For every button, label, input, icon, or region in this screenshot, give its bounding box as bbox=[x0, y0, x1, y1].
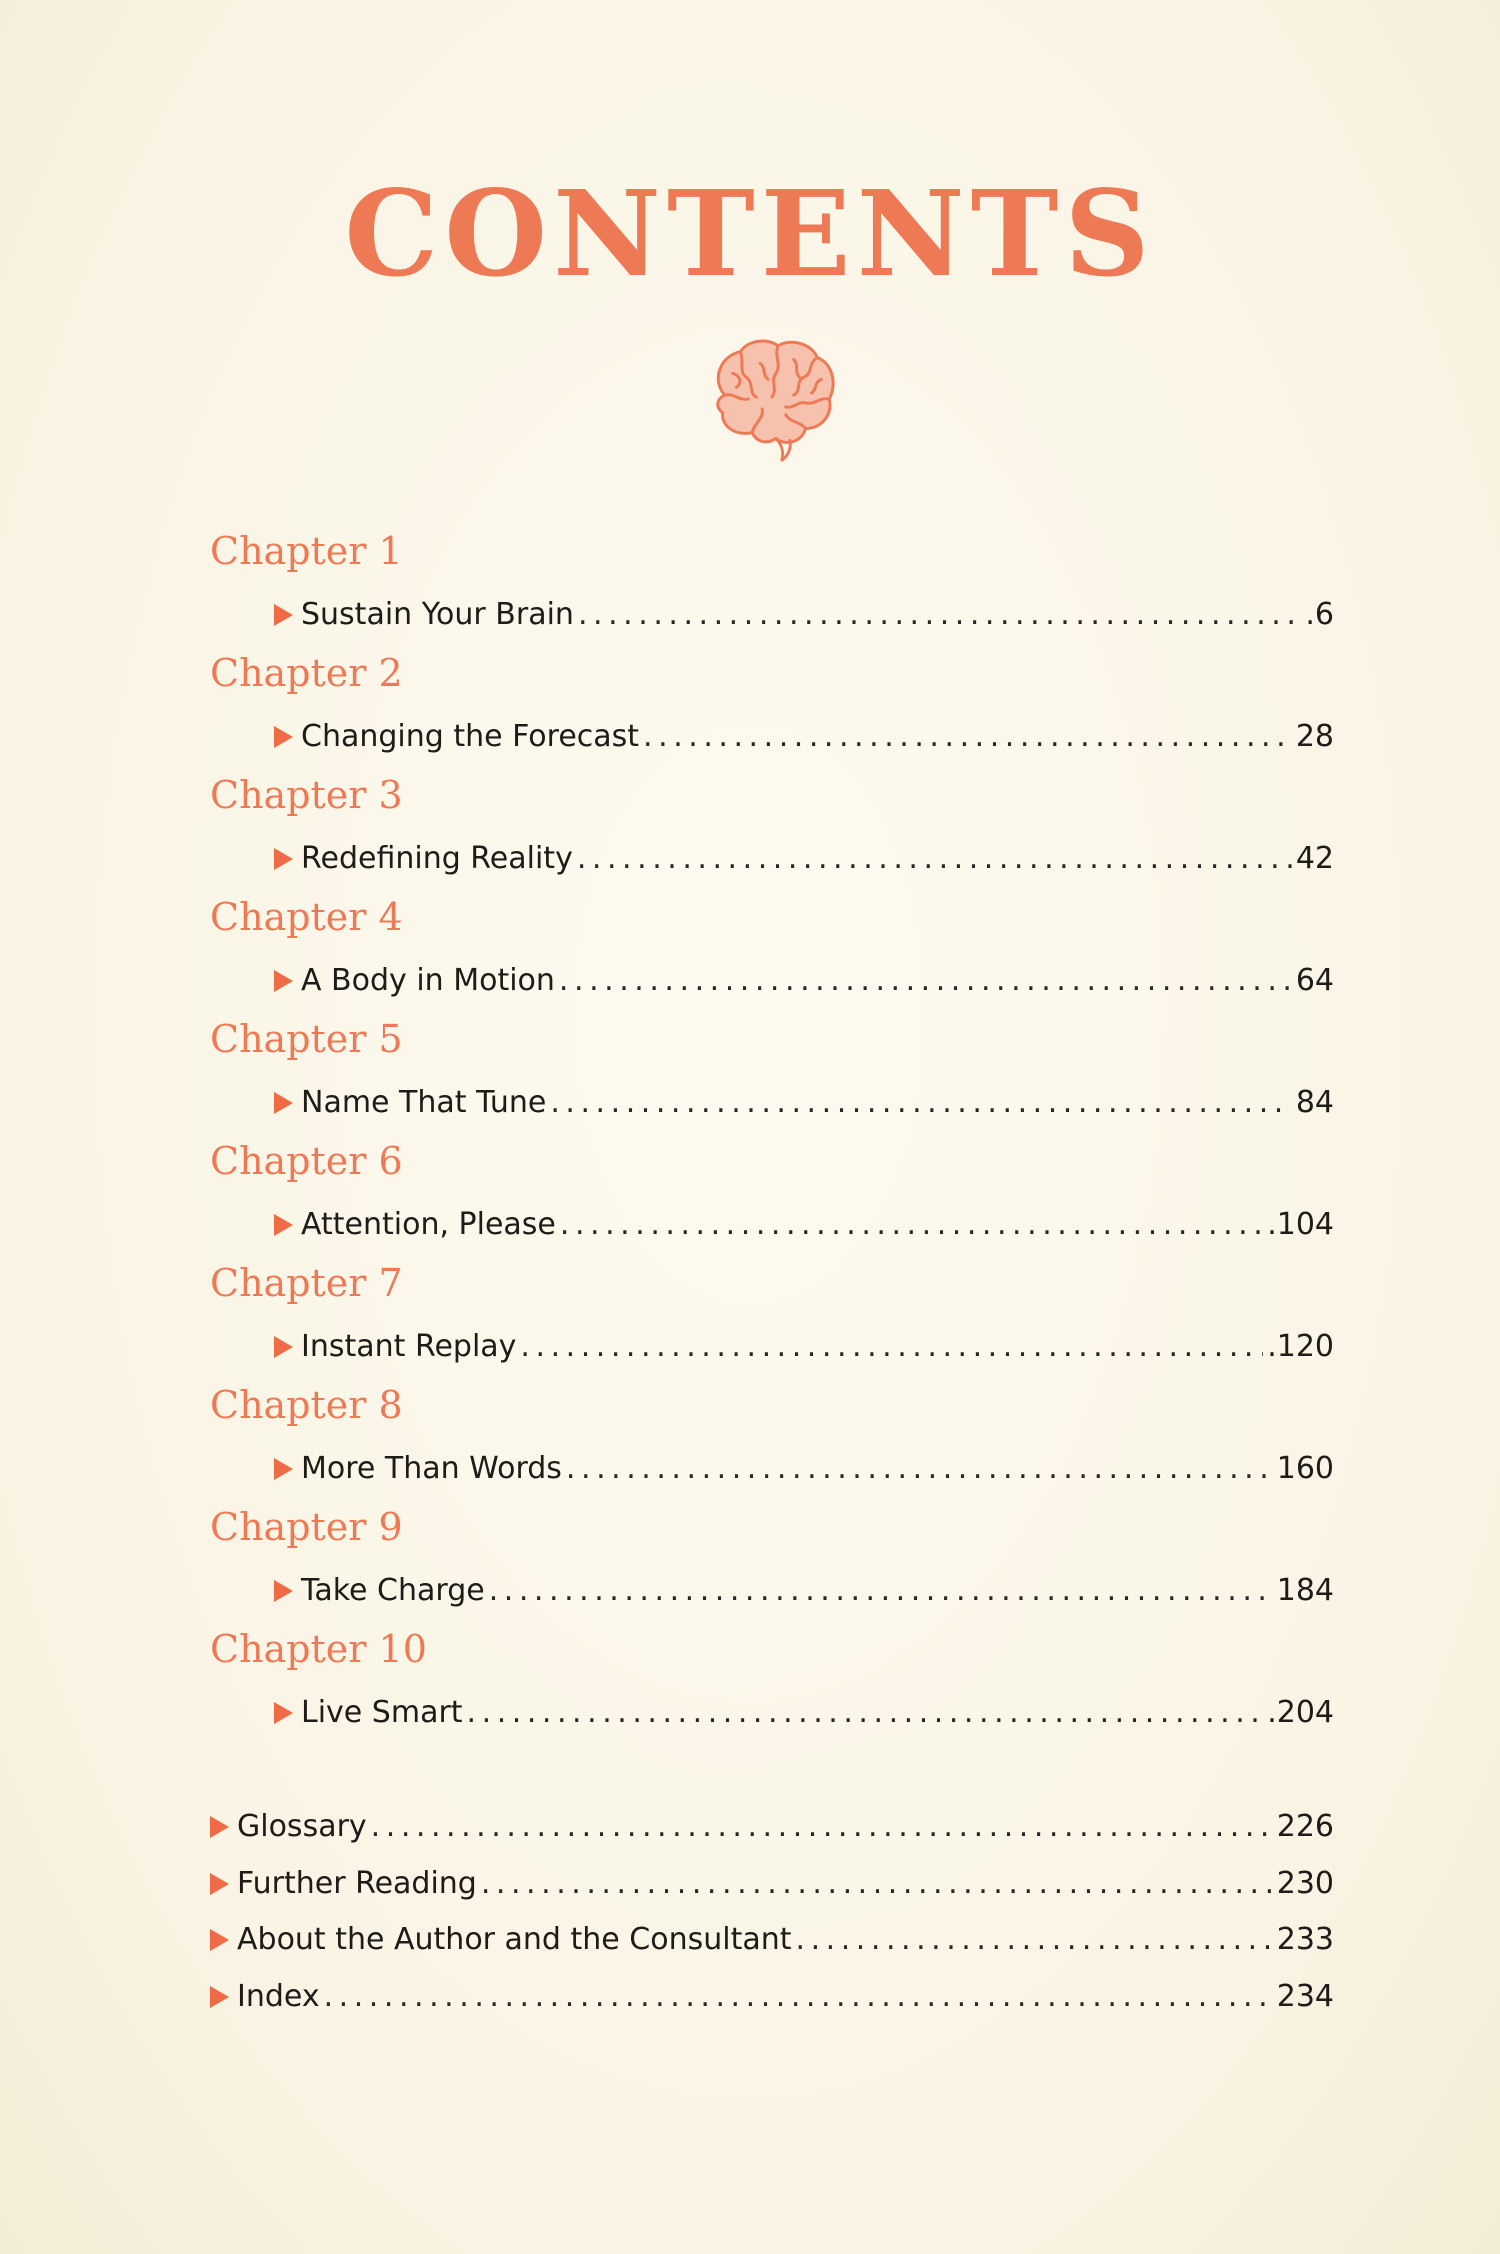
page-number: .6 bbox=[1305, 597, 1334, 632]
chapter-label: Chapter 4 bbox=[210, 895, 403, 939]
toc-entry[interactable] bbox=[274, 1086, 1334, 1121]
chapter-label: Chapter 6 bbox=[210, 1139, 403, 1183]
toc-entry[interactable] bbox=[274, 720, 1334, 755]
triangle-arrow-icon bbox=[210, 1929, 229, 1951]
entry-title: Sustain Your Brain bbox=[301, 597, 574, 632]
dot-leader bbox=[481, 1867, 1273, 1902]
toc-entry[interactable] bbox=[274, 598, 1334, 633]
entry-title: Name That Tune bbox=[301, 1085, 547, 1120]
entry-title: Redefining Reality bbox=[301, 841, 573, 876]
toc-entry[interactable] bbox=[274, 1208, 1334, 1243]
entry-title: Index bbox=[237, 1978, 320, 2014]
triangle-arrow-icon bbox=[274, 1336, 293, 1358]
page-number: 233 bbox=[1276, 1922, 1334, 1957]
triangle-arrow-icon bbox=[274, 1092, 293, 1114]
page-title: CONTENTS bbox=[344, 164, 1156, 303]
triangle-arrow-icon bbox=[274, 604, 293, 626]
dot-leader bbox=[560, 1208, 1263, 1243]
page-number: 226 bbox=[1276, 1809, 1334, 1844]
chapter-label: Chapter 7 bbox=[210, 1261, 403, 1305]
entry-title: Attention, Please bbox=[301, 1207, 556, 1242]
dot-leader bbox=[467, 1696, 1264, 1731]
page-number: 28 bbox=[1295, 719, 1334, 754]
toc-entry[interactable] bbox=[210, 1810, 1334, 1845]
chapter-label: Chapter 9 bbox=[210, 1505, 403, 1549]
chapter-item bbox=[210, 764, 1334, 886]
entry-title: Take Charge bbox=[301, 1573, 485, 1608]
page-number: 42 bbox=[1295, 841, 1334, 876]
toc-entry[interactable] bbox=[274, 1452, 1334, 1487]
dot-leader bbox=[577, 842, 1292, 877]
toc-entry[interactable] bbox=[274, 842, 1334, 877]
toc-entry[interactable] bbox=[210, 1923, 1334, 1958]
dot-leader bbox=[489, 1574, 1273, 1609]
entry-title: About the Author and the Consultant bbox=[237, 1922, 792, 1957]
toc-entry[interactable] bbox=[210, 1980, 1334, 2015]
triangle-arrow-icon bbox=[274, 1702, 293, 1724]
toc-entry[interactable] bbox=[274, 1330, 1334, 1365]
chapter-item bbox=[210, 1496, 1334, 1618]
chapter-label: Chapter 10 bbox=[210, 1627, 427, 1671]
chapter-item bbox=[210, 520, 1334, 642]
dot-leader bbox=[566, 1452, 1273, 1487]
page-number: 64 bbox=[1295, 963, 1334, 998]
triangle-arrow-icon bbox=[274, 848, 293, 870]
triangle-arrow-icon bbox=[274, 1580, 293, 1602]
page-number: 234 bbox=[1276, 1978, 1334, 2014]
dot-leader bbox=[371, 1810, 1273, 1845]
brain-icon bbox=[703, 333, 841, 465]
toc-entry[interactable] bbox=[210, 1867, 1334, 1902]
entry-title: Live Smart bbox=[301, 1695, 463, 1730]
page-number: .120 bbox=[1267, 1329, 1334, 1364]
dot-leader bbox=[324, 1980, 1273, 2015]
chapter-item bbox=[210, 1008, 1334, 1130]
chapter-label: Chapter 3 bbox=[210, 773, 403, 817]
dot-leader bbox=[559, 964, 1292, 999]
triangle-arrow-icon bbox=[274, 726, 293, 748]
toc-entry[interactable] bbox=[274, 964, 1334, 999]
triangle-arrow-icon bbox=[274, 970, 293, 992]
dot-leader bbox=[520, 1330, 1263, 1365]
toc-entry[interactable] bbox=[274, 1696, 1334, 1731]
entry-title: More Than Words bbox=[301, 1451, 562, 1486]
chapter-label: Chapter 1 bbox=[210, 529, 403, 573]
chapter-item bbox=[210, 642, 1334, 764]
dot-leader bbox=[578, 598, 1301, 633]
page-number: 84 bbox=[1295, 1085, 1334, 1120]
chapter-label: Chapter 2 bbox=[210, 651, 403, 695]
dot-leader bbox=[796, 1923, 1273, 1958]
triangle-arrow-icon bbox=[274, 1458, 293, 1480]
triangle-arrow-icon bbox=[274, 1214, 293, 1236]
entry-title: Changing the Forecast bbox=[301, 719, 640, 754]
entry-title: Further Reading bbox=[237, 1865, 477, 1901]
chapter-label: Chapter 8 bbox=[210, 1383, 403, 1427]
chapter-item bbox=[210, 1374, 1334, 1496]
chapter-list bbox=[210, 520, 1334, 1740]
back-matter-list bbox=[210, 1810, 1334, 2036]
toc-entry[interactable] bbox=[274, 1574, 1334, 1609]
chapter-item bbox=[210, 886, 1334, 1008]
chapter-label: Chapter 5 bbox=[210, 1017, 403, 1061]
page-number: .204 bbox=[1267, 1695, 1334, 1730]
chapter-item bbox=[210, 1618, 1334, 1740]
page-number: 184 bbox=[1276, 1573, 1334, 1608]
entry-title: Instant Replay bbox=[301, 1329, 517, 1364]
dot-leader bbox=[550, 1086, 1291, 1121]
chapter-item bbox=[210, 1252, 1334, 1374]
triangle-arrow-icon bbox=[210, 1986, 229, 2008]
page-number: 160 bbox=[1276, 1451, 1334, 1486]
page-number: .104 bbox=[1267, 1207, 1334, 1242]
triangle-arrow-icon bbox=[210, 1816, 229, 1838]
chapter-item bbox=[210, 1130, 1334, 1252]
page-number: 230 bbox=[1276, 1865, 1334, 1901]
entry-title: A Body in Motion bbox=[301, 963, 555, 998]
entry-title: Glossary bbox=[237, 1809, 367, 1844]
triangle-arrow-icon bbox=[210, 1873, 229, 1895]
dot-leader bbox=[643, 720, 1292, 755]
